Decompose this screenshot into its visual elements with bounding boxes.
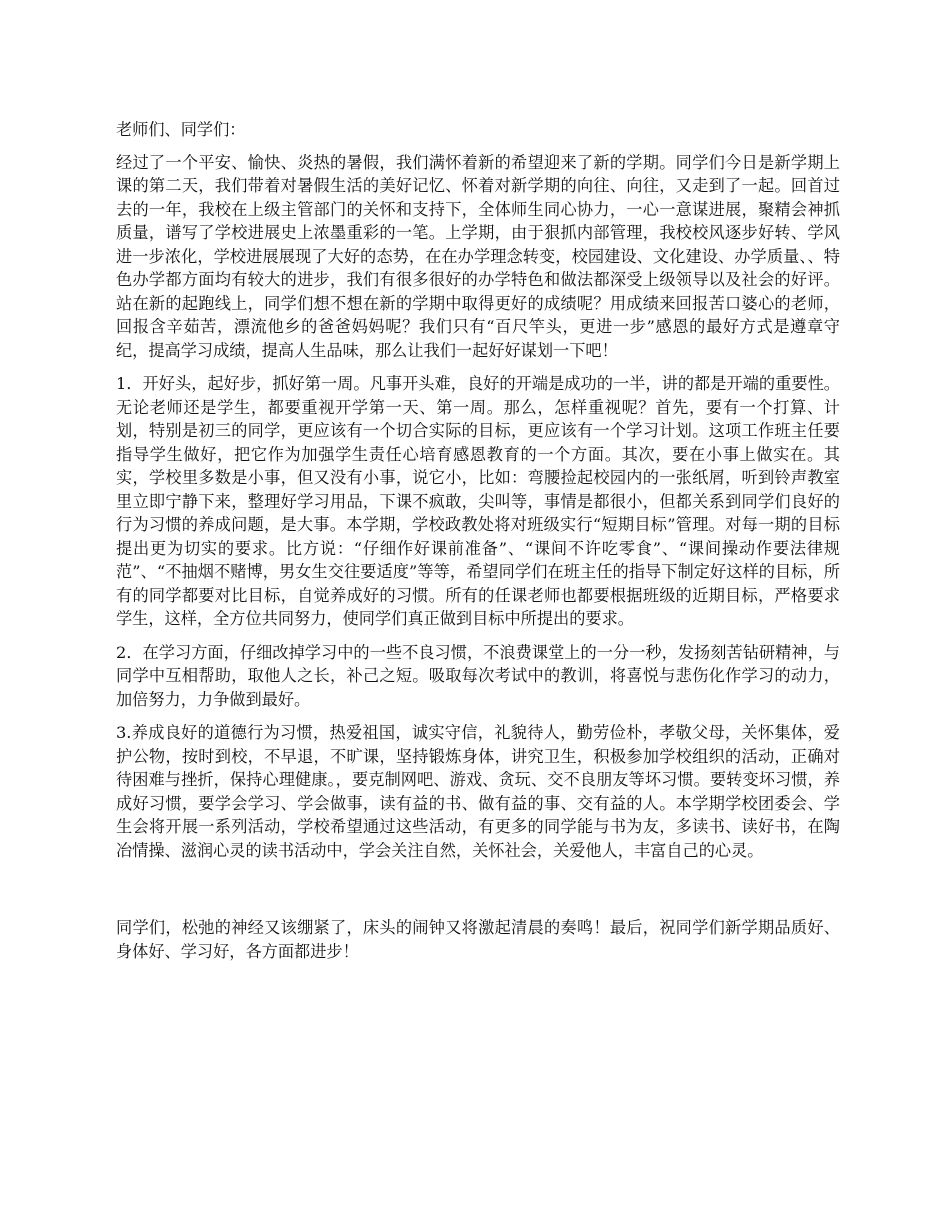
closing-paragraph: 同学们，松弛的神经又该绷紧了，床头的闹钟又将激起清晨的奏鸣！最后，祝同学们新学期品质好、身体好、学习好，各方面都进步！ (116, 918, 840, 961)
paragraph-intro: 经过了一个平安、愉快、炎热的暑假，我们满怀着新的希望迎来了新的学期。同学们今日是新学期上课的第二天，我们带着对暑假生活的美好记忆、怀着对新学期的向往、向往，又走到了一起。回首过去的一年，我校在上级主管部门的关怀和支持下，全体师生同心协力，一心一意谋进展，聚精会神抓质量，谱写了学校进展史上浓墨重彩的一笔。上学期，由于狠抓内部管理，我校校风逐步好转、学风进一步浓化，学校进展展现了大好的态势，在在办学理念转变，校园建设、文化建设、办学质量、、特色办学都方面均有较大的进步，我们有很多很好的办学特色和做法都深受上级领导以及社会的好评。站在新的起跑线上，同学们想不想在新的学期中取得更好的成绩呢？用成绩来回报苦口婆心的老师，回报含辛茹苦，漂流他乡的爸爸妈妈呢？我们只有“百尺竿头，更进一步”感恩的最好方式是遵章守纪，提高学习成绩，提高人生品味，那么让我们一起好好谋划一下吧！ (116, 152, 840, 360)
paragraph-point-3: 3.养成良好的道德行为习惯，热爱祖国，诚实守信，礼貌待人，勤劳俭朴，孝敬父母，关怀集体，爱护公物，按时到校，不早退，不旷课，坚持锻炼身体，讲究卫生，积极参加学校组织的活动，正确对待困难与挫折，保持心理健康。，要克制网吧、游戏、贪玩、交不良朋友等坏习惯。要转变坏习惯，养成好习惯，要学会学习、学会做事，读有益的书、做有益的事、交有益的人。本学期学校团委会、学生会将开展一系列活动，学校希望通过这些活动，有更多的同学能与书为友，多读书、读好书，在陶冶情操、滋润心灵的读书活动中，学会关注自然，关怀社会，关爱他人，丰富自己的心灵。 (116, 723, 840, 860)
paragraph-point-2: 2．在学习方面，仔细改掉学习中的一些不良习惯，不浪费课堂上的一分一秒，发扬刻苦钻研精神，与同学中互相帮助，取他人之长，补己之短。吸取每次考试中的教训，将喜悦与悲伤化作学习的动力，加倍努力，力争做到最好。 (116, 642, 840, 709)
paragraph-point-1: 1．开好头，起好步，抓好第一周。凡事开头难，良好的开端是成功的一半，讲的都是开端的重要性。无论老师还是学生，都要重视开学第一天、第一周。那么，怎样重视呢？首先，要有一个打算、计划，特别是初三的同学，更应该有一个切合实际的目标，更应该有一个学习计划。这项工作班主任要指导学生做好，把它作为加强学生责任心培育感恩教育的一个方面。其次，要在小事上做实在。其实，学校里多数是小事，但又没有小事，说它小，比如：弯腰捡起校园内的一张纸屑，听到铃声教室里立即宁静下来，整理好学习用品，下课不疯敢，尖叫等，事情是都很小，但都关系到同学们良好的行为习惯的养成问题，是大事。本学期，学校政教处将对班级实行“短期目标”管理。对每一期的目标提出更为切实的要求。比方说：“仔细作好课前准备”、“课间不许吃零食”、“课间操动作要法律规范”、“不抽烟不赌博，男女生交往要适度”等等，希望同学们在班主任的指导下制定好这样的目标，所有的同学都要对比目标，自觉养成好的习惯。所有的任课老师也都要根据班级的近期目标，严格要求学生，这样，全方位共同努力，使同学们真正做到目标中所提出的要求。 (116, 374, 840, 628)
blank-space (116, 872, 840, 916)
document-page (116, 118, 840, 973)
greeting: 老师们、同学们： (116, 120, 246, 139)
